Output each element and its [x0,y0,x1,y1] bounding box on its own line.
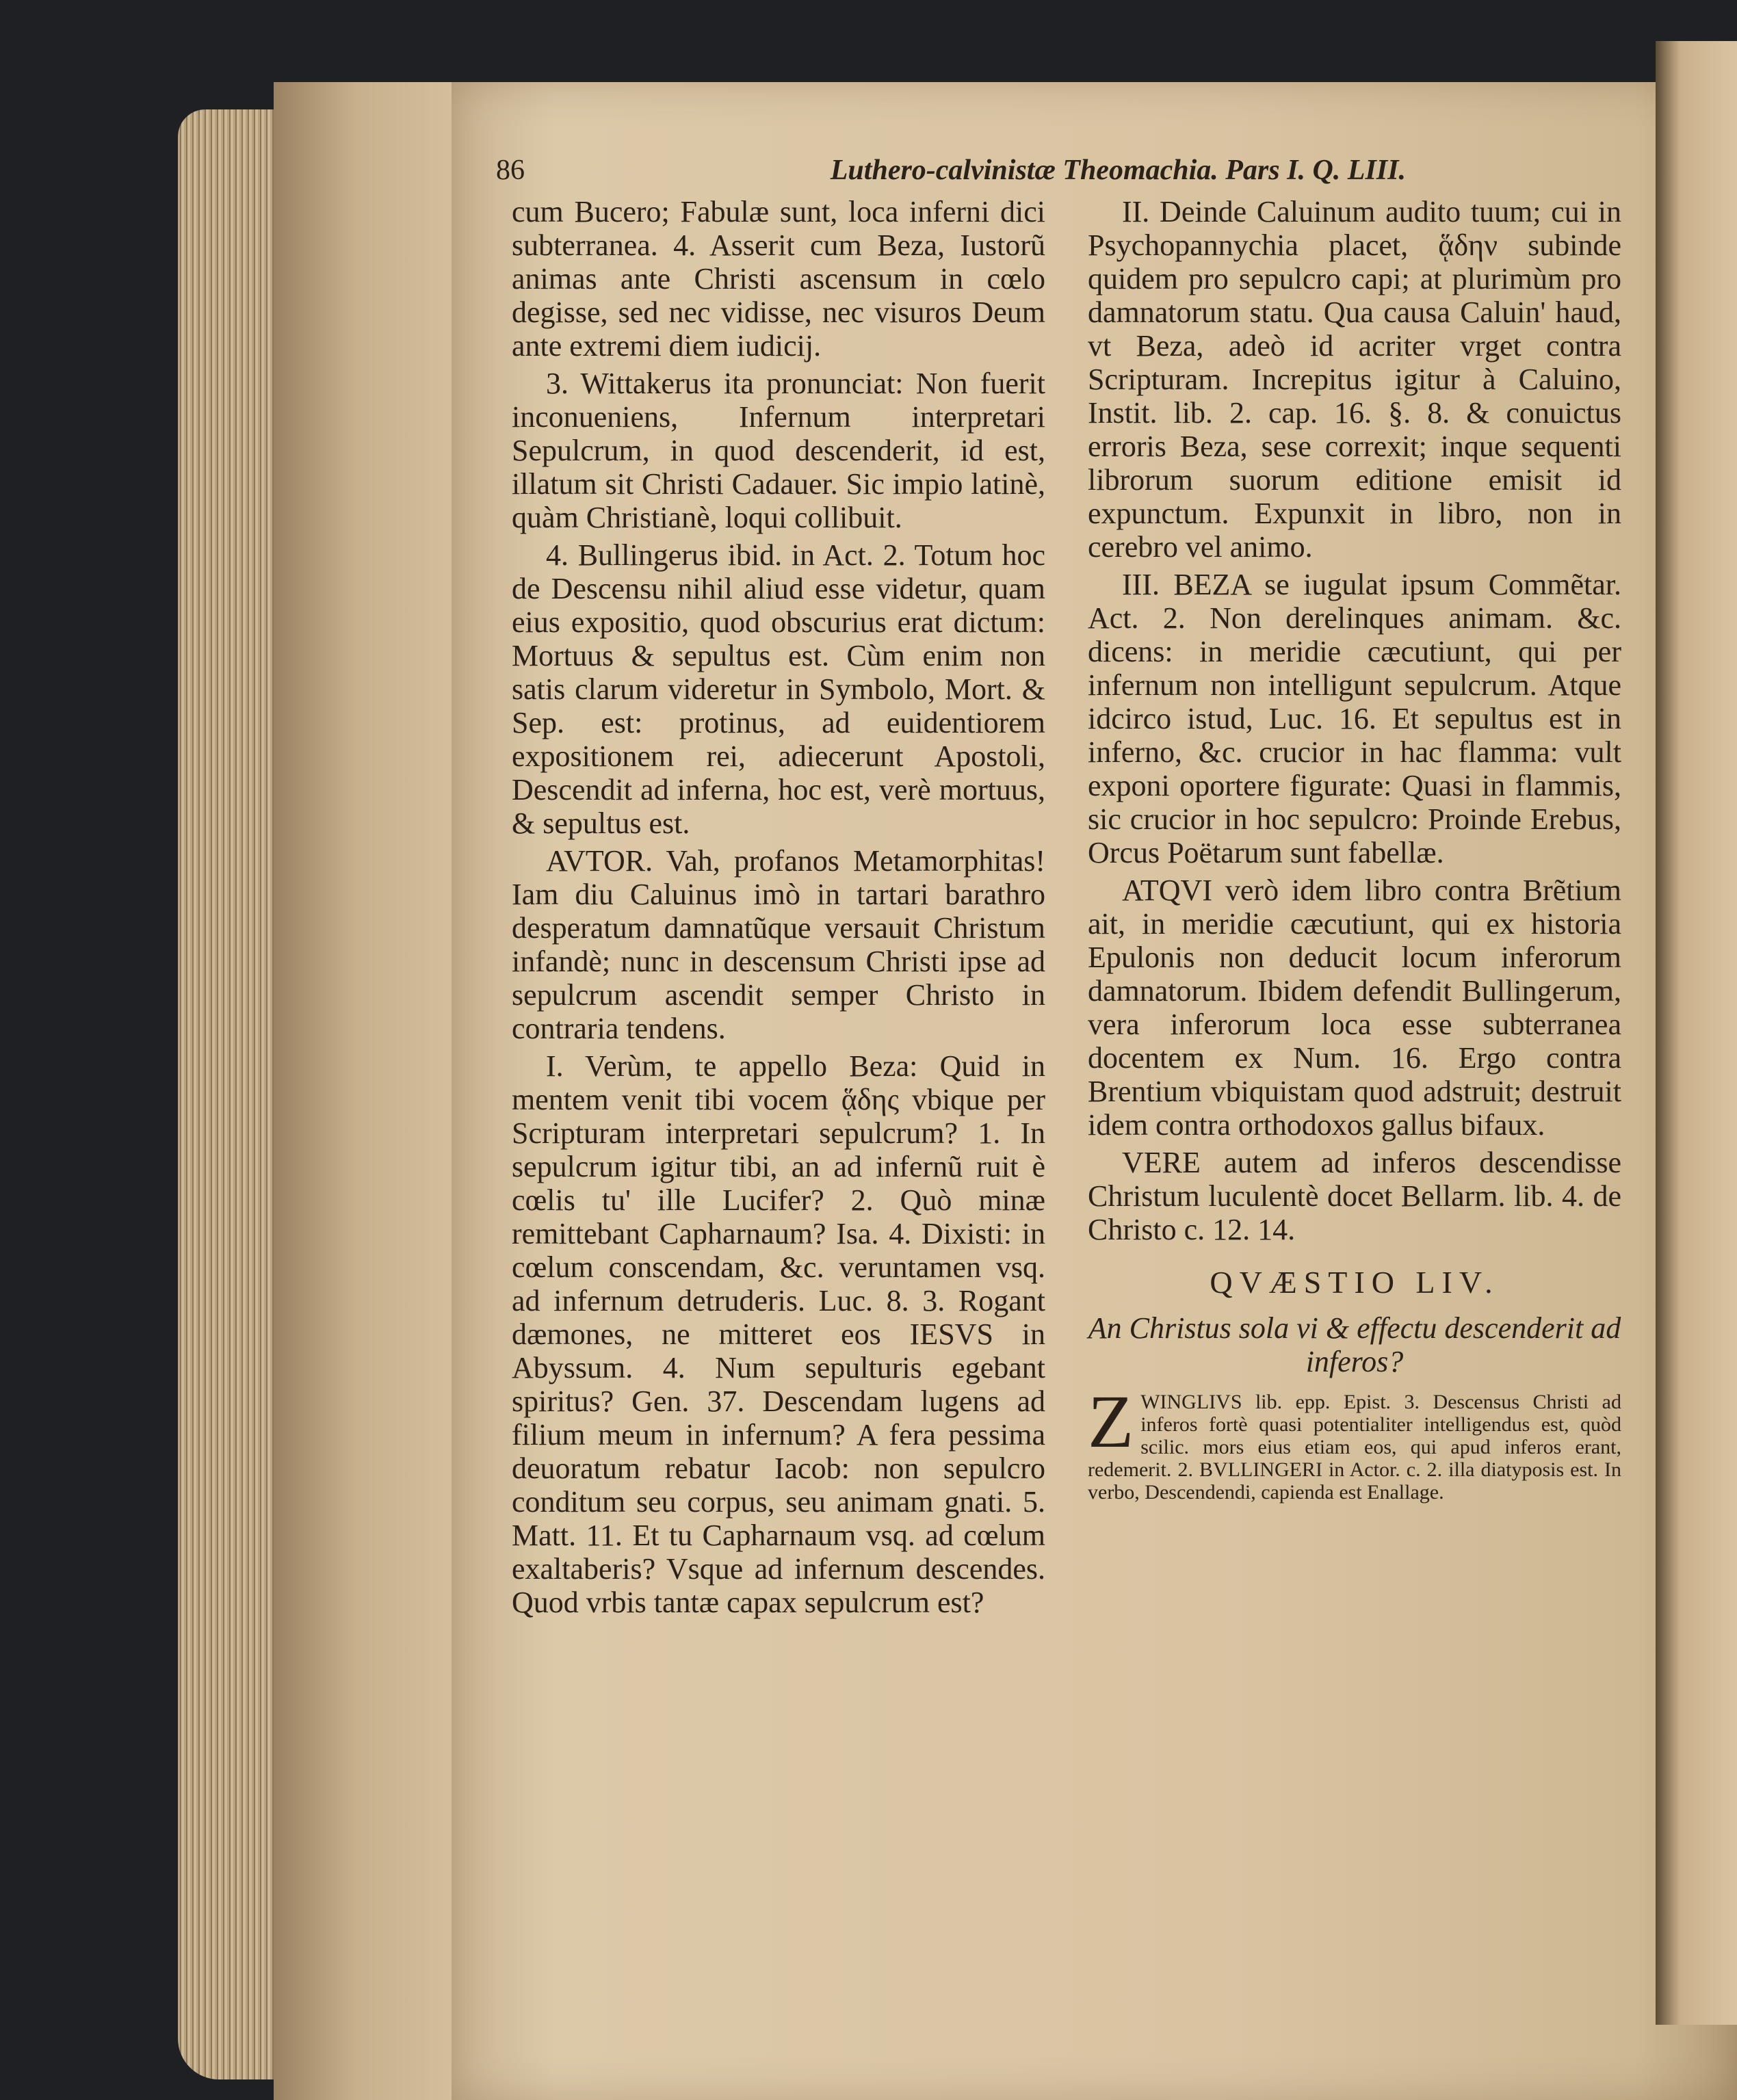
question-heading: QVÆSTIO LIV. [1210,1265,1500,1300]
paragraph: III. BEZA se iugulat ipsum Commẽtar. Act. 2. Non derelinques animam. &c. dicens: in meridie cæcutiunt, qui per infernum non intelligunt sepulcrum. Atque idcirco istud, Luc. 16. Et sepultus est in inferno, &c. crucior in hac flamma: vult exponi oportere figurate: Quasi in flammis, sic crucior in hoc sepulcro: Proinde Erebus, Orcus Poëtarum sunt fabellæ. [1088,568,1621,869]
right-column [1088,195,1621,1504]
paragraph: I. Verùm, te appello Beza: Quid in mentem venit tibi vocem ᾅδης vbique per Scripturam interpretari sepulcrum? 1. In sepulcrum igitur tibi, an ad infernũ ruit è cœlis tu' ille Lucifer? 2. Quò minæ remittebant Capharnaum? Isa. 4. Dixisti: in cœlum conscendam, &c. veruntamen vsq. ad infernum detruderis. Luc. 8. 3. Rogant dæmones, ne mitteret eos IESVS in Abyssum. 4. Num sepulturis egebant spiritus? Gen. 37. Descendam lugens ad filium meum in infernum? A fera pessima deuoratum rebatur Iacob: non sepulcro conditum seu corpus, seu animam gnati. 5. Matt. 11. Et tu Capharnaum vsq. ad cœlum exaltaberis? Vsque ad infernum descendes. Quod vrbis tantæ capax sepulcrum est? [512,1049,1045,1619]
drop-cap: Z [1088,1380,1134,1463]
page-number: 86 [496,155,525,186]
footnote-text: WINGLIVS lib. epp. Epist. 3. Descensus Christi ad inferos fortè quasi potentialiter intelligendus est, quòd scilic. mors eius etiam eos, qui apud inferos erant, redemerit. 2. BVLLINGERI in Actor. c. 2. illa diatyposis est. In verbo, Descendendi, capienda est Enallage. [1088,1391,1621,1504]
running-head [496,154,1406,187]
paragraph: 4. Bullingerus ibid. in Act. 2. Totum hoc de Descensu nihil aliud esse videtur, quam eius expositio, quod obscurius erat dictum: Mortuus & sepultus est. Cùm enim non satis clarum videretur in Symbolo, Mort. & Sep. est: protinus, ad euidentiorem expositionem rei, adiecerunt Apostoli, Descendit ad inferna, hoc est, verè mortuus, & sepultus est. [512,538,1045,840]
page-edge [274,82,479,2100]
footnote [1088,1380,1621,1504]
paragraph: 3. Wittakerus ita pronunciat: Non fuerit inconueniens, Infernum interpretari Sepulcrum, in quod descenderit, id est, illatum sit Christi Cadauer. Sic impio latinè, quàm Christianè, loqui collibuit. [512,367,1045,534]
paragraph: VERE autem ad inferos descendisse Christum luculentè docet Bellarm. lib. 4. de Christo c. 12. 14. [1088,1146,1621,1246]
paragraph: II. Deinde Caluinum audito tuum; cui in Psychopannychia placet, ᾅδην subinde quidem pro sepulcro capi; at plurimùm pro damnatorum statu. Qua causa Caluin' haud, vt Beza, adeò id acriter vrget contra Scripturam. Increpitus igitur à Caluino, Instit. lib. 2. cap. 16. §. 8. & conuictus erroris Beza, sese correxit; inque sequenti librorum suorum editione emisit id expunctum. Expunxit in libro, non in cerebro vel animo. [1088,195,1621,564]
paragraph: cum Bucero; Fabulæ sunt, loca inferni dici subterranea. 4. Asserit cum Beza, Iustorũ animas ante Christi ascensum in cœlo degisse, sed nec vidisse, nec visuros Deum ante extremi diem iudicij. [512,195,1045,363]
paragraph: AVTOR. Vah, profanos Metamorphitas! Iam diu Caluinus imò in tartari barathro desperatum damnatũque versauit Christum infandè; nunc in descensum Christi ipse ad sepulcrum ascendit semper Christo in contraria tendens. [512,844,1045,1045]
left-column [512,195,1045,1623]
paragraph: ATQVI verò idem libro contra Brẽtium ait, in meridie cæcutiunt, qui ex historia Epulonis non deducit locum inferorum damnatorum. Ibidem defendit Bullingerum, vera inferorum loca esse subterranea docentem ex Num. 16. Ergo contra Brentium vbiquistam quod adstruit; destruit idem contra orthodoxos gallus bifaux. [1088,874,1621,1142]
facing-page-edge [1656,41,1737,2025]
question-title: An Christus sola vi & effectu descenderit ad inferos? [1088,1311,1621,1378]
running-title: Luthero-calvinistæ Theomachia. Pars I. Q. LIII. [830,155,1406,186]
